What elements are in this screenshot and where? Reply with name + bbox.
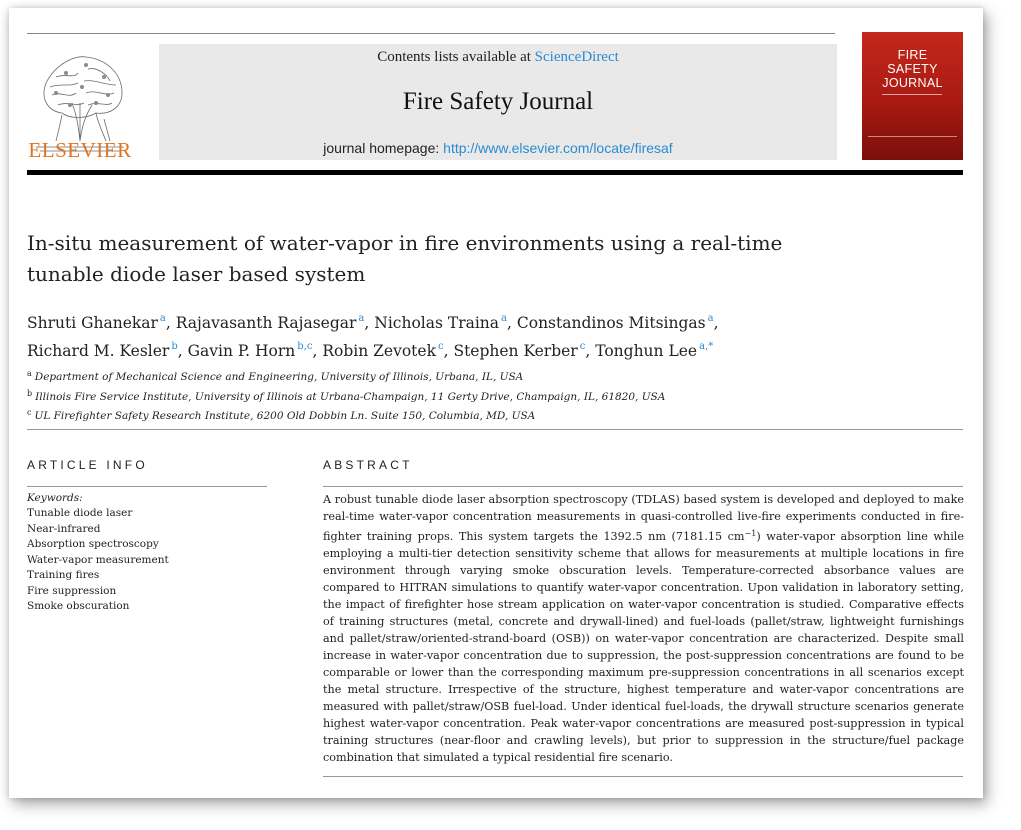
article-info-heading: ARTICLE INFO: [27, 458, 148, 472]
affiliation-text: Department of Mechanical Science and Engineering, University of Illinois, Urbana, IL, USA: [34, 371, 524, 383]
contents-list-line: [159, 49, 837, 66]
author-affiliation-marker[interactable]: a: [159, 313, 166, 324]
author-separator: ,: [443, 342, 449, 360]
author-affiliation-marker[interactable]: b,c: [297, 341, 313, 352]
cover-bottom-rule: [868, 136, 957, 137]
header-bottom-rule: [27, 170, 963, 175]
author-affiliation-marker[interactable]: a,*: [699, 341, 714, 352]
keyword-item: Water-vapor measurement: [27, 553, 169, 566]
author-entry: [27, 342, 183, 360]
author-separator: ,: [177, 342, 183, 360]
affiliation-key: b: [27, 388, 33, 398]
affiliation-item: [27, 366, 927, 386]
author-name[interactable]: Constandinos Mitsingas: [516, 314, 706, 332]
affiliation-item: [27, 405, 927, 425]
contents-prefix: Contents lists available at: [377, 49, 531, 65]
abstract-rule: [323, 486, 963, 487]
cover-title: FIRE SAFETY JOURNAL: [882, 48, 943, 90]
abstract-bottom-rule: [323, 776, 963, 777]
author-name[interactable]: Robin Zevotek: [322, 342, 436, 360]
author-name[interactable]: Shruti Ghanekar: [27, 314, 158, 332]
article-info-rule: [27, 486, 267, 487]
sciencedirect-link[interactable]: ScienceDirect: [534, 49, 619, 65]
keyword-item: Absorption spectroscopy: [27, 538, 159, 550]
keyword-item: Near-infrared: [27, 522, 101, 535]
affiliation-key: c: [27, 408, 32, 417]
author-separator: ,: [713, 314, 719, 332]
abstract-heading: ABSTRACT: [323, 458, 413, 472]
journal-banner: [159, 44, 837, 160]
cover-subtitle-rule: [882, 94, 942, 107]
author-separator: ,: [364, 314, 370, 332]
homepage-link[interactable]: http://www.elsevier.com/locate/firesaf: [443, 140, 673, 156]
journal-cover-thumbnail[interactable]: [862, 32, 963, 160]
homepage-prefix: journal homepage:: [323, 140, 440, 156]
author-affiliation-marker[interactable]: c: [437, 341, 444, 352]
author-affiliation-marker[interactable]: a: [707, 313, 714, 324]
author-name[interactable]: Tonghun Lee: [595, 342, 698, 360]
affiliation-list: [27, 366, 927, 425]
author-list: [27, 307, 927, 363]
article-page: [9, 8, 983, 798]
author-affiliation-marker[interactable]: b: [171, 341, 178, 352]
abstract-text: A robust tunable diode laser absorption spectroscopy (TDLAS) based system is developed and deployed to make real-time water-vapor concentration measurements in quasi-controlled live-fire experiments conducted in fire-fighter training props. This system targets the 1392.5 nm (7181.15 $cm^{-1}$) water-vapor absorption line while employing a multi-tier detection sensitivity scheme that allows for measurements at multiple locations in fire environment through varying smoke obscuration levels. Temperature-corrected absorbance values are compared to HITRAN simulations to quantify water-vapor concentration. Upon validation in laboratory setting, the impact of firefighter hose stream application on water-vapor concentration is studied. Comparative effects of training structures (metal, concrete and drywall-lined) and fuel-loads (pallet/straw, lightweight furnishings and pallet/straw/oriented-strand-board (OSB)) on water-vapor concentration are characterized. Despite small increase in water-vapor concentration due to suppression, the post-suppression concentrations are found to be comparable or lower than the corresponding maximum pre-suppression concentrations in all scenarios except the metal structure. Irrespective of the structure, highest temperature and water-vapor concentrations are measured with pallet/straw/OSB fuel-load. Under identical fuel-loads, the drywall structure scenarios generate highest water-vapor concentration. Peak water-vapor concentrations are measured post-suppression in typical training structures (near-floor and crawling levels), but prior to suppression in the structure/fuel package combination that simulated a typical residential fire scenario.: [323, 493, 964, 764]
keyword-item: Fire suppression: [27, 584, 117, 597]
article-title: In-situ measurement of water-vapor in fire environments using a real-time tunable diode laser based system: [27, 231, 783, 286]
author-separator: ,: [507, 314, 512, 332]
keyword-item: Smoke obscuration: [27, 600, 130, 612]
header-top-rule: [27, 33, 835, 34]
section-divider: [27, 429, 963, 430]
author-separator: ,: [165, 314, 171, 332]
author-name[interactable]: Gavin P. Horn: [187, 342, 296, 360]
author-name[interactable]: Rajavasanth Rajasegar: [175, 314, 357, 332]
affiliation-item: [27, 386, 927, 406]
author-entry: [322, 342, 448, 360]
affiliation-text: UL Firefighter Safety Research Institute, 6200 Old Dobbin Ln. Suite 150, Columbia, MD, USA: [34, 410, 536, 422]
affiliation-text: Illinois Fire Service Institute, University of Illinois at Urbana-Champaign, 11 Gerty Drive, Champaign, IL, 61820, USA: [35, 390, 666, 403]
author-entry: [374, 314, 512, 332]
author-affiliation-marker[interactable]: c: [579, 341, 586, 352]
keyword-item: Training fires: [27, 569, 100, 581]
author-entry: [27, 314, 171, 332]
journal-name: Fire Safety Journal: [402, 88, 594, 115]
affiliation-key: a: [27, 369, 32, 378]
author-entry: [188, 342, 318, 360]
elsevier-wordmark: ELSEVIER: [28, 138, 132, 162]
author-name[interactable]: Richard M. Kesler: [27, 342, 170, 360]
author-name[interactable]: Stephen Kerber: [453, 342, 578, 360]
keyword-item: Tunable diode laser: [27, 507, 133, 519]
author-separator: ,: [585, 342, 591, 360]
keyword-list: [27, 506, 169, 615]
author-affiliation-marker[interactable]: a: [501, 313, 507, 324]
author-entry: [517, 314, 719, 332]
journal-homepage-line: [159, 140, 837, 156]
author-entry: [176, 314, 370, 332]
author-entry: [453, 342, 590, 360]
author-entry: [595, 342, 713, 360]
author-affiliation-marker[interactable]: a: [358, 313, 365, 324]
author-name[interactable]: Nicholas Traina: [374, 314, 500, 332]
author-separator: ,: [312, 342, 318, 360]
keywords-label: Keywords:: [27, 492, 83, 504]
